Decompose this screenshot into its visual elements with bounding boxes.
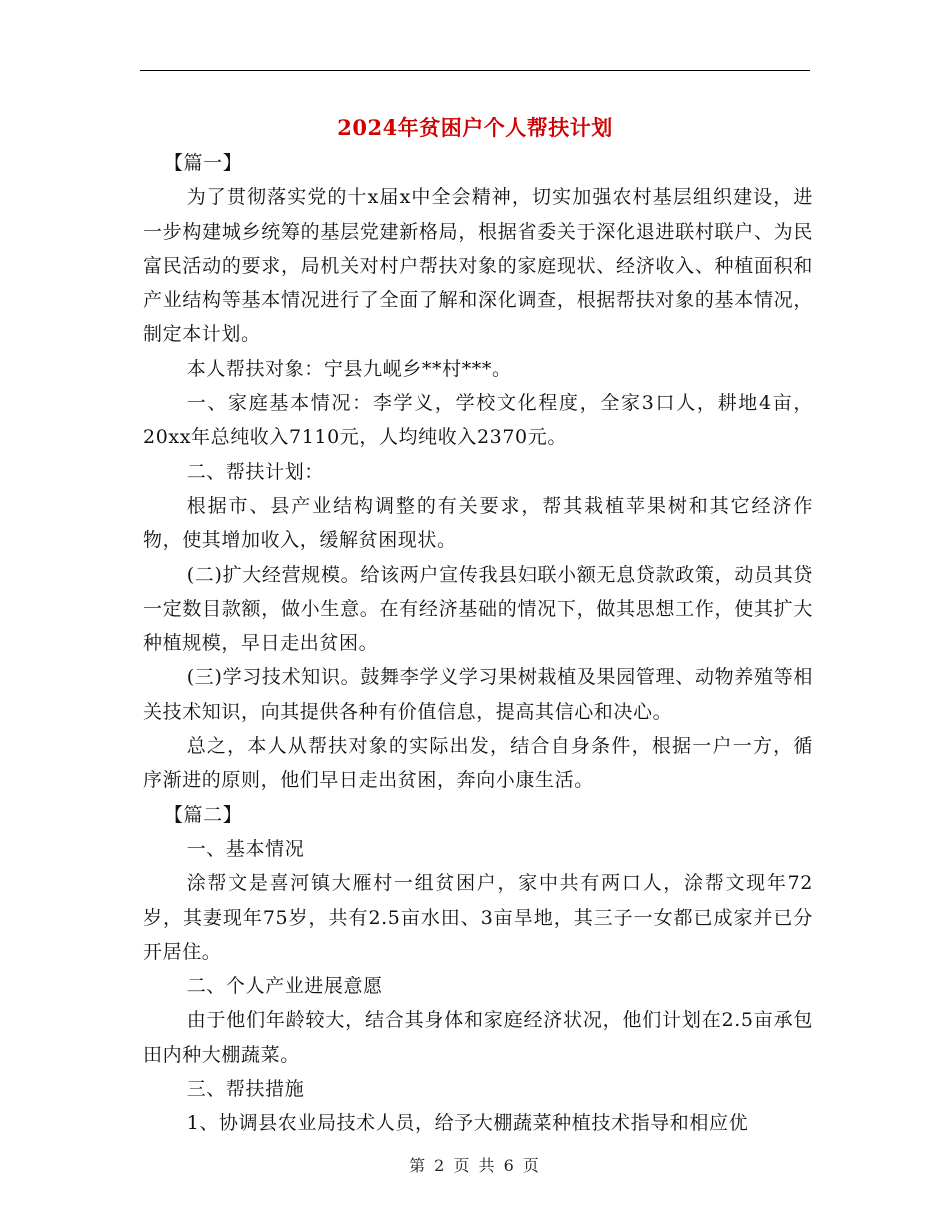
paragraph: 1、协调县农业局技术人员，给予大棚蔬菜种植技术指导和相应优 [186, 1112, 749, 1135]
paragraph: 一、基本情况 [186, 837, 305, 860]
paragraph: (三)学习技术知识。鼓舞李学义学习果树栽植及果园管理、动物养殖等相关技术知识，向其提供各种有价值信息，提高其信心和决心。 [143, 666, 813, 723]
paragraph: 为了贯彻落实党的十x届x中全会精神，切实加强农村基层组织建设，进一步构建城乡统筹的基层党建新格局，根据省委关于深化退进联村联户、为民富民活动的要求，局机关对村户帮扶对象的家庭现状、经济收入、种植面积和产业结构等基本情况进行了全面了解和深化调查，根据帮扶对象的基本情况，制定本计划。 [143, 186, 813, 346]
paragraph: 涂帮文是喜河镇大雁村一组贫困户，家中共有两口人，涂帮文现年72岁，其妻现年75岁，共有2.5亩水田、3亩旱地，其三子一女都已成家并已分开居住。 [143, 872, 813, 963]
paragraph: 本人帮扶对象：宁县九岘乡**村***。 [186, 357, 512, 380]
section-heading-2: 【篇二】 [163, 803, 243, 826]
paragraph: 三、帮扶措施 [186, 1078, 305, 1101]
paragraph: 二、个人产业进展意愿 [186, 975, 383, 998]
header-rule [140, 70, 810, 71]
document-body [143, 146, 813, 1141]
section-heading-1: 【篇一】 [163, 152, 243, 174]
paragraph: (二)扩大经营规模。给该两户宣传我县妇联小额无息贷款政策，动员其贷一定数目款额，做小生意。在有经济基础的情况下，做其思想工作，使其扩大种植规模，早日走出贫困。 [143, 563, 813, 655]
paragraph: 由于他们年龄较大，结合其身体和家庭经济状况，他们计划在2.5亩承包田内种大棚蔬菜。 [143, 1009, 813, 1066]
paragraph: 总之，本人从帮扶对象的实际出发，结合自身条件，根据一户一方，循序渐进的原则，他们早日走出贫困，奔向小康生活。 [143, 735, 813, 792]
paragraph: 一、家庭基本情况：李学义，学校文化程度，全家3口人，耕地4亩，20xx年总纯收入7110元，人均纯收入2370元。 [143, 392, 813, 449]
page-number: 第 2 页 共 6 页 [409, 1156, 541, 1175]
document-title: 2024年贫困户个人帮扶计划 [337, 115, 613, 140]
paragraph: 二、帮扶计划： [186, 460, 324, 483]
paragraph: 根据市、县产业结构调整的有关要求，帮其栽植苹果树和其它经济作物，使其增加收入，缓解贫困现状。 [143, 494, 813, 552]
